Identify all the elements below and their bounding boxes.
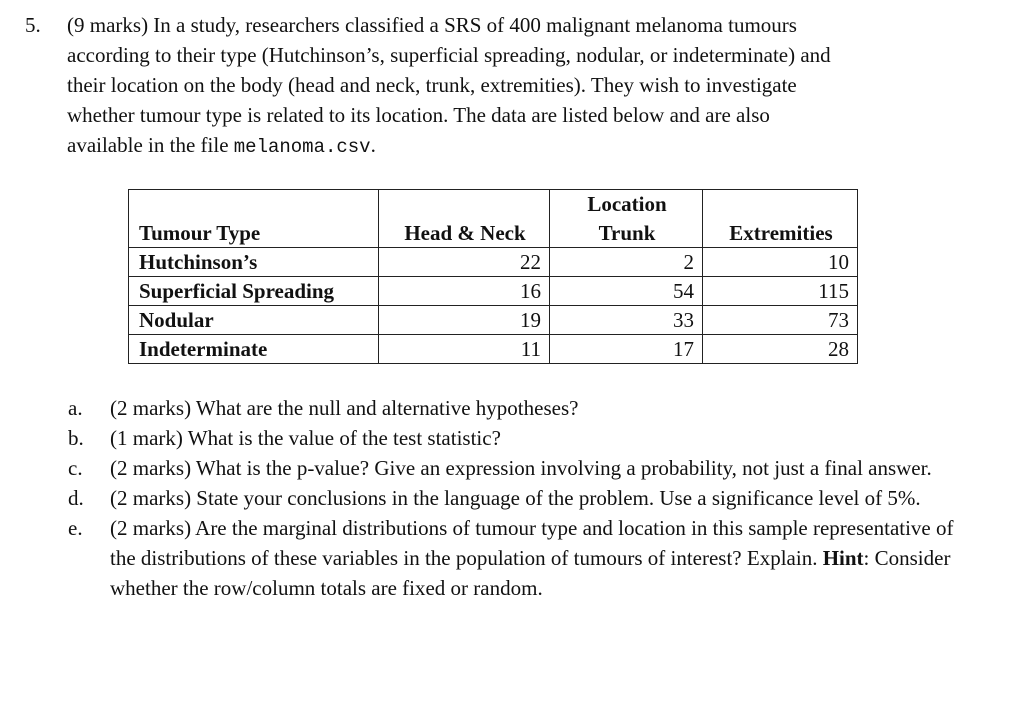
table-row: [129, 247, 858, 276]
question-part-d: [68, 483, 968, 513]
intro-period: .: [370, 133, 376, 157]
part-label: b.: [68, 426, 84, 450]
column-header-cell: Head & Neck: [379, 219, 550, 248]
intro-line: (9 marks) In a study, researchers classified a SRS of 400 malignant melanoma tumours: [67, 13, 797, 37]
table-cell: 17: [550, 334, 703, 363]
part-text-main: (2 marks) Are the marginal distributions of tumour type and location in this sample representative of the distributions of these variables in the population of tumours of interest? Explain.: [110, 516, 954, 570]
row-header-cell: Tumour Type: [129, 219, 379, 248]
part-text: (2 marks) What are the null and alternative hypotheses?: [110, 396, 579, 420]
table-cell: 28: [703, 334, 858, 363]
intro-line: their location on the body (head and neck, trunk, extremities). They wish to investigate: [67, 73, 797, 97]
table-row: [129, 276, 858, 305]
location-header: Location: [550, 190, 703, 219]
part-label: c.: [68, 456, 83, 480]
table-cell: 73: [703, 305, 858, 334]
intro-line: according to their type (Hutchinson’s, superficial spreading, nodular, or indeterminate) and: [67, 43, 831, 67]
question-part-e: [68, 513, 968, 603]
table-cell: 11: [379, 334, 550, 363]
table-cell: 54: [550, 276, 703, 305]
question-part-c: [68, 453, 968, 483]
table-cell: 10: [703, 247, 858, 276]
question-number: 5.: [25, 13, 41, 37]
question-part-b: [68, 423, 968, 453]
table-header-spacer: [703, 190, 858, 219]
table-header-row: [129, 219, 858, 248]
row-label: Hutchinson’s: [129, 247, 379, 276]
question-part-a: [68, 393, 968, 423]
question-intro: [67, 10, 967, 162]
column-header-cell: Trunk: [550, 219, 703, 248]
table-header-spacer: [379, 190, 550, 219]
part-text: (2 marks) What is the p-value? Give an expression involving a probability, not just a final answer.: [110, 456, 932, 480]
intro-text: available in the file: [67, 133, 234, 157]
table-cell: 22: [379, 247, 550, 276]
row-label: Indeterminate: [129, 334, 379, 363]
row-label: Superficial Spreading: [129, 276, 379, 305]
file-name: melanoma.csv: [233, 136, 371, 158]
part-label: e.: [68, 516, 83, 540]
table-row: [129, 334, 858, 363]
table-header-row-group: [129, 190, 858, 219]
part-text: [110, 513, 968, 603]
hint-text: : Consider whether the row/column totals are fixed or random.: [110, 546, 951, 600]
part-label: d.: [68, 486, 84, 510]
row-label: Nodular: [129, 305, 379, 334]
question-parts: [68, 393, 968, 603]
part-text: (2 marks) State your conclusions in the language of the problem. Use a significance level of 5%.: [110, 486, 921, 510]
table-cell: 16: [379, 276, 550, 305]
table-cell: 2: [550, 247, 703, 276]
table-row: [129, 305, 858, 334]
table-cell: 115: [703, 276, 858, 305]
part-label: a.: [68, 396, 83, 420]
table-cell: 33: [550, 305, 703, 334]
intro-line-last: [67, 130, 967, 162]
table-corner-cell: [129, 190, 379, 219]
hint-label: Hint: [822, 546, 864, 570]
intro-line: whether tumour type is related to its location. The data are listed below and are also: [67, 103, 770, 127]
table-cell: 19: [379, 305, 550, 334]
part-text: (1 mark) What is the value of the test statistic?: [110, 426, 501, 450]
melanoma-table: [128, 189, 858, 364]
column-header-cell: Extremities: [703, 219, 858, 248]
